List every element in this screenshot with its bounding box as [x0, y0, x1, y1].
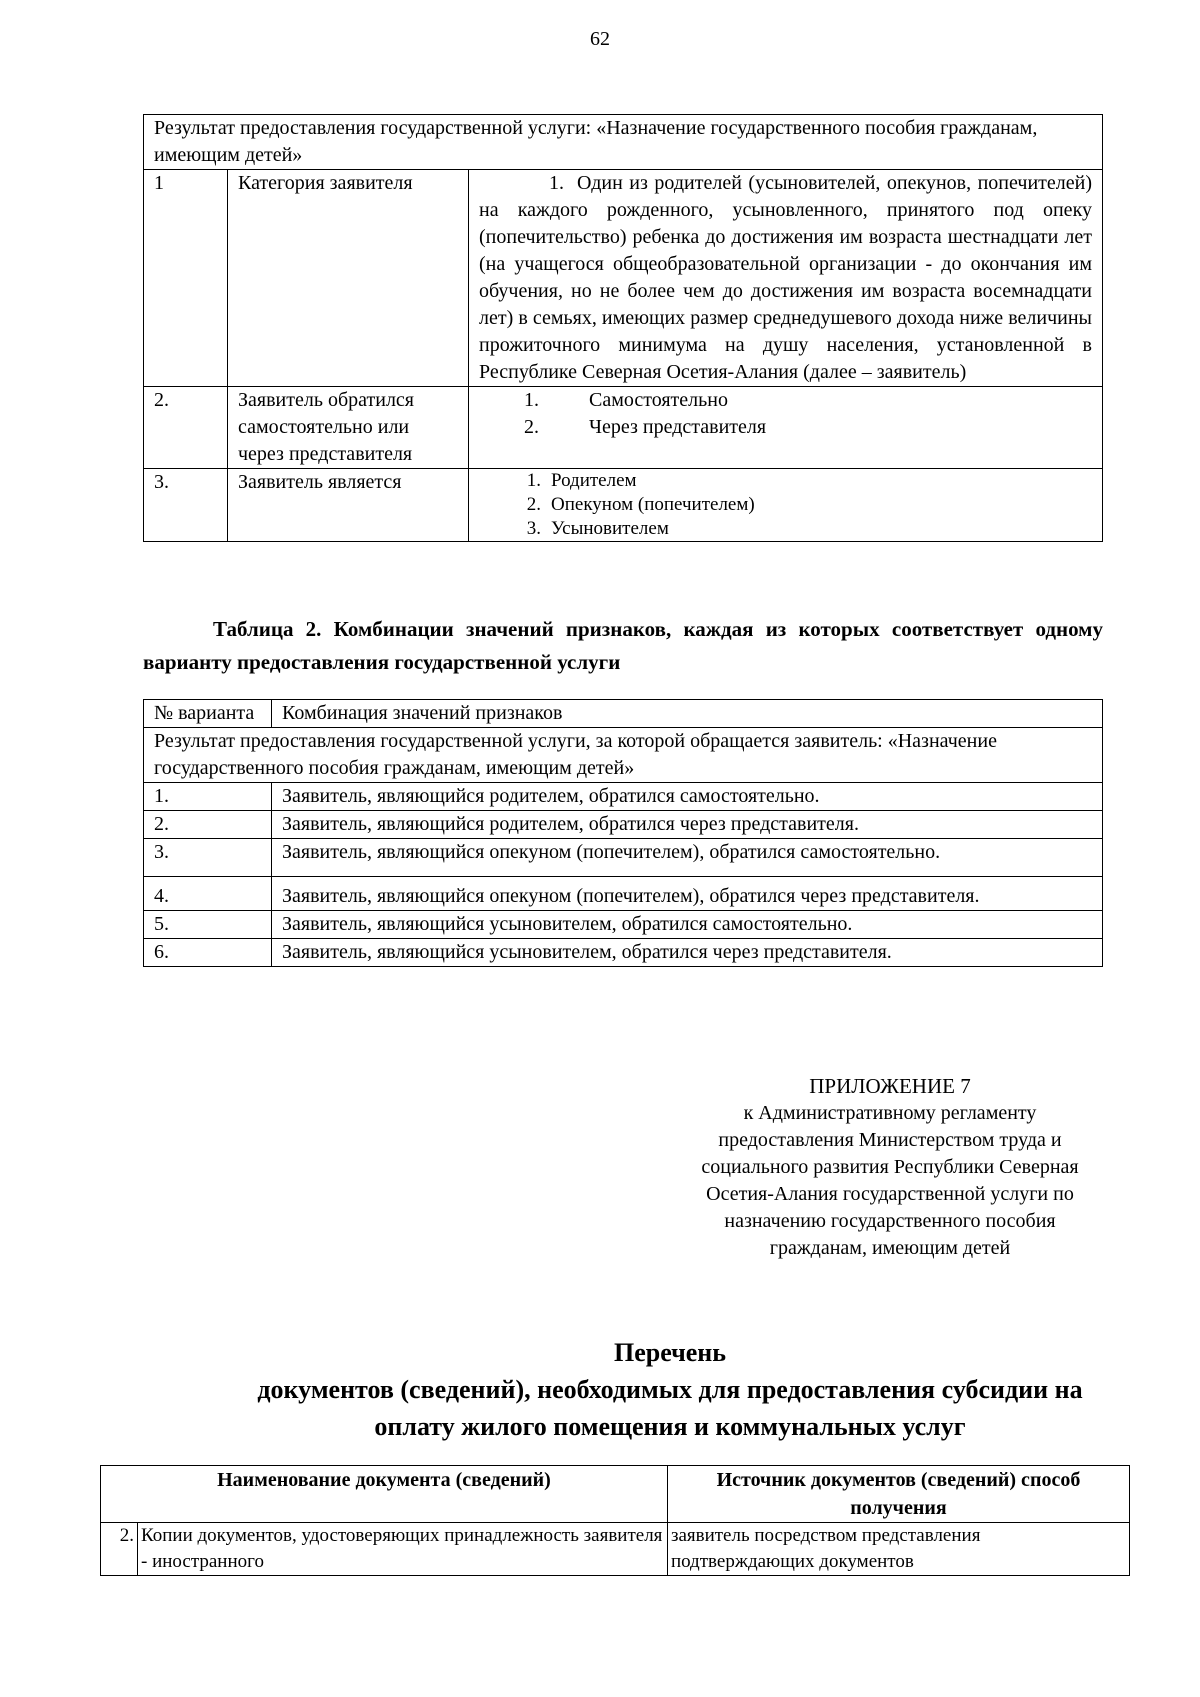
table-row: 3. Заявитель, являющийся опекуном (попечителем), обратился самостоятельно. — [144, 839, 1103, 877]
table2-caption: Таблица 2. Комбинации значений признаков, каждая из которых соответствует одному варианту предоставления государственной услуги — [143, 617, 1103, 674]
table-row: 5. Заявитель, являющийся усыновителем, обратился самостоятельно. — [144, 911, 1103, 939]
row-number: 3. — [144, 469, 228, 542]
column-header: № варианта — [144, 700, 272, 728]
appendix-title: ПРИЛОЖЕНИЕ 7 — [809, 1074, 971, 1098]
criterion-cell: Заявитель обратился самостоятельно или через представителя — [228, 387, 469, 469]
table-row: 6. Заявитель, являющийся усыновителем, обратился через представителя. — [144, 939, 1103, 967]
table-row — [144, 387, 1103, 469]
table-row — [144, 469, 1103, 542]
page-number: 62 — [590, 28, 610, 50]
column-header: Источник документов (сведений) способ получения — [667, 1466, 1129, 1523]
document-source: заявитель посредством представления подтверждающих документов — [667, 1523, 1129, 1576]
document-list-heading: Перечень документов (сведений), необходимых для предоставления субсидии на оплату жилого помещения и коммунальных услуг — [257, 1338, 1083, 1441]
table-row: 4. Заявитель, являющийся опекуном (попечителем), обратился через представителя. — [144, 877, 1103, 911]
combinations-table — [143, 699, 1103, 967]
table-row — [144, 170, 1103, 387]
value-cell — [469, 170, 1103, 387]
list-item: 2. Опекуном (попечителем) — [526, 494, 755, 515]
result-row: Результат предоставления государственной услуги, за которой обращается заявитель: «Назначение государственного пособия гражданам, имеющим детей» — [144, 728, 1103, 783]
applicant-category-text: Один из родителей (усыновителей, опекунов, попечителей) на каждого рожденного, усыновленного, принятого под опеку (попечительство) ребенка до достижения им возраста шестнадцати лет (на учащегося общеобразовательной организации - до окончания им обучения, но не более чем до достижения им возраста восемнадцати лет) в семьях, имеющих размер среднедушевого дохода ниже величины прожиточного минимума на душу населения, установленной в Республике Северная Осетия-Алания (далее – заявитель) — [479, 172, 1092, 383]
document-name: Копии документов, удостоверяющих принадлежность заявителя - иностранного — [138, 1523, 668, 1576]
criterion-cell: Заявитель является — [228, 469, 469, 542]
table-row — [144, 115, 1103, 170]
table-row: 1. Заявитель, являющийся родителем, обратился самостоятельно. — [144, 783, 1103, 811]
value-cell — [469, 469, 1103, 542]
row-number: 1 — [144, 170, 228, 387]
table-row: 2. Заявитель, являющийся родителем, обратился через представителя. — [144, 811, 1103, 839]
item-number: 1. — [549, 172, 564, 194]
list-item: 3. Усыновителем — [526, 518, 669, 539]
appendix-block: ПРИЛОЖЕНИЕ 7 к Административному регламенту предоставления Министерством труда и социального развития Республики Северная Осетия-Алания государственной услуги по назначению государственного пособия гражданам, имеющим детей — [660, 1073, 1120, 1262]
table-row — [144, 728, 1103, 783]
row-number: 2. — [144, 387, 228, 469]
list-item: 1. Самостоятельно — [524, 389, 728, 411]
criterion-cell: Категория заявителя — [228, 170, 469, 387]
column-header: Наименование документа (сведений) — [101, 1466, 668, 1523]
table-row — [144, 700, 1103, 728]
result-header: Результат предоставления государственной услуги: «Назначение государственного пособия гражданам, имеющим детей» — [144, 115, 1103, 170]
column-header: Комбинация значений признаков — [272, 700, 1103, 728]
table-row — [101, 1523, 1130, 1576]
attributes-table — [143, 114, 1103, 542]
value-cell — [469, 387, 1103, 469]
row-number: 2. — [101, 1523, 138, 1576]
table-row — [101, 1466, 1130, 1523]
list-item: 1. Родителем — [526, 470, 637, 491]
list-item: 2. Через представителя — [524, 416, 767, 438]
documents-table — [100, 1465, 1130, 1576]
